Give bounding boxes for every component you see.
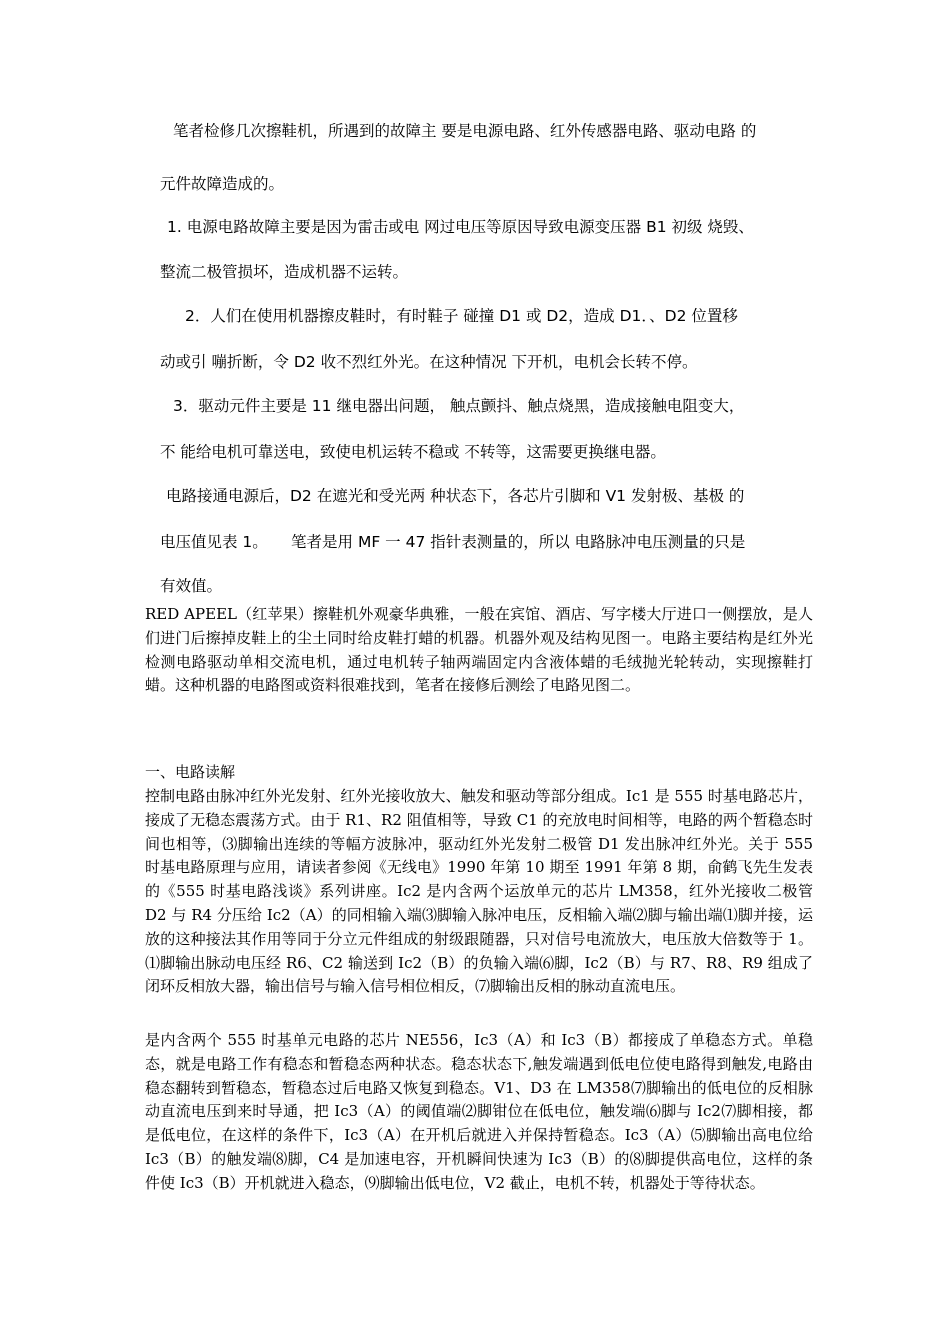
intro-line: 电路接通电源后，D2 在遮光和受光两 种状态下，各芯片引脚和 V1 发射极、基极 的 — [166, 487, 745, 505]
intro-line: 电压值见表 1。 笔者是用 MF 一 47 指针表测量的，所以 电路脉冲电压测量的只是 — [160, 533, 746, 551]
paragraph-product-intro: RED APEEL（红苹果）擦鞋机外观豪华典雅，一般在宾馆、酒店、写字楼大厅进口一侧摆放，是人们进门后擦掉皮鞋上的尘土同时给皮鞋打蜡的机器。机器外观及结构见图一。电路主要结构是红外光检测电路驱动单相交流电机，通过电机转子轴两端固定内含液体蜡的毛绒抛光轮转动，实现擦鞋打蜡。这种机器的电路图或资料很难找到，笔者在接修后测绘了电路见图二。 — [145, 605, 813, 695]
intro-line: 整流二极管损坏，造成机器不运转。 — [160, 263, 409, 281]
paragraph-monostable-description: 是内含两个 555 时基单元电路的芯片 NE556，Ic3（A）和 Ic3（B）都接成了单稳态方式。单稳态，就是电路工作有稳态和暂稳态两种状态。稳态状态下,触发端遇到低电位使电路得到触发,电路由稳态翻转到暂稳态，暂稳态过后电路又恢复到稳态。V1、D3 在 LM358⑺脚输出的低电位的反相脉动直流电压到来时导通，把 Ic3（A）的阈值端⑵脚钳位在低电位，触发端⑹脚与 Ic2⑺脚相接，都是低电位，在这样的条件下，Ic3（A）在开机后就进入并保持暂稳态。Ic3（A）⑸脚输出高电位给 Ic3（B）的触发端⑻脚，C4 是加速电容，开机瞬间快速为 Ic3（B）的⑻脚提供高电位，这样的条件使 Ic3（B）开机就进入稳态，⑼脚输出低电位，V2 截止，电机不转，机器处于等待状态。 — [145, 1031, 813, 1192]
intro-line: 元件故障造成的。 — [160, 175, 285, 193]
intro-line: 1. 电源电路故障主要是因为雷击或电 网过电压等原因导致电源变压器 B1 初级 烧毁、 — [167, 218, 754, 236]
intro-line: 笔者检修几次擦鞋机，所遇到的故障主 要是电源电路、红外传感器电路、驱动电路 的 — [173, 122, 757, 140]
intro-line: 3．驱动元件主要是 11 继电器出问题， 触点颤抖、触点烧黑，造成接触电阻变大， — [173, 397, 745, 415]
intro-line: 2．人们在使用机器擦皮鞋时，有时鞋子 碰撞 D1 或 D2，造成 D1．、D2 位置移 — [185, 307, 738, 325]
intro-line: 有效值。 — [160, 577, 223, 595]
section-heading: 一、电路读解 — [145, 763, 236, 781]
intro-line: 动或引 嘣折断，令 D2 收不烈红外光。在这种情况 下开机，电机会长转不停。 — [160, 353, 698, 371]
intro-line: 不 能给电机可靠送电，致使电机运转不稳或 不转等，这需要更换继电器。 — [160, 443, 666, 461]
paragraph-circuit-description: 控制电路由脉冲红外光发射、红外光接收放大、触发和驱动等部分组成。Ic1 是 555 时基电路芯片，接成了无稳态震荡方式。由于 R1、R2 阻值相等，导致 C1 的充放电时间相等，电路的两个暂稳态时间也相等，⑶脚输出连续的等幅方波脉冲，驱动红外光发射二极管 D1 发出脉冲红外光。关于 555 时基电路原理与应用，请读者参阅《无线电》1990 年第 10 期至 1991 年第 8 期，俞鹤飞先生发表的《555 时基电路浅谈》系列讲座。Ic2 是内含两个运放单元的芯片 LM358，红外光接收二极管 D2 与 R4 分压给 Ic2（A）的同相输入端⑶脚输入脉冲电压，反相输入端⑵脚与输出端⑴脚并接，运放的这种接法其作用等同于分立元件组成的射级跟随器，只对信号电流放大，电压放大倍数等于 1。⑴脚输出脉动电压经 R6、C2 输送到 Ic2（B）的负输入端⑹脚，Ic2（B）与 R7、R8、R9 组成了闭环反相放大器，输出信号与输入信号相位相反，⑺脚输出反相的脉动直流电压。 — [145, 787, 813, 996]
